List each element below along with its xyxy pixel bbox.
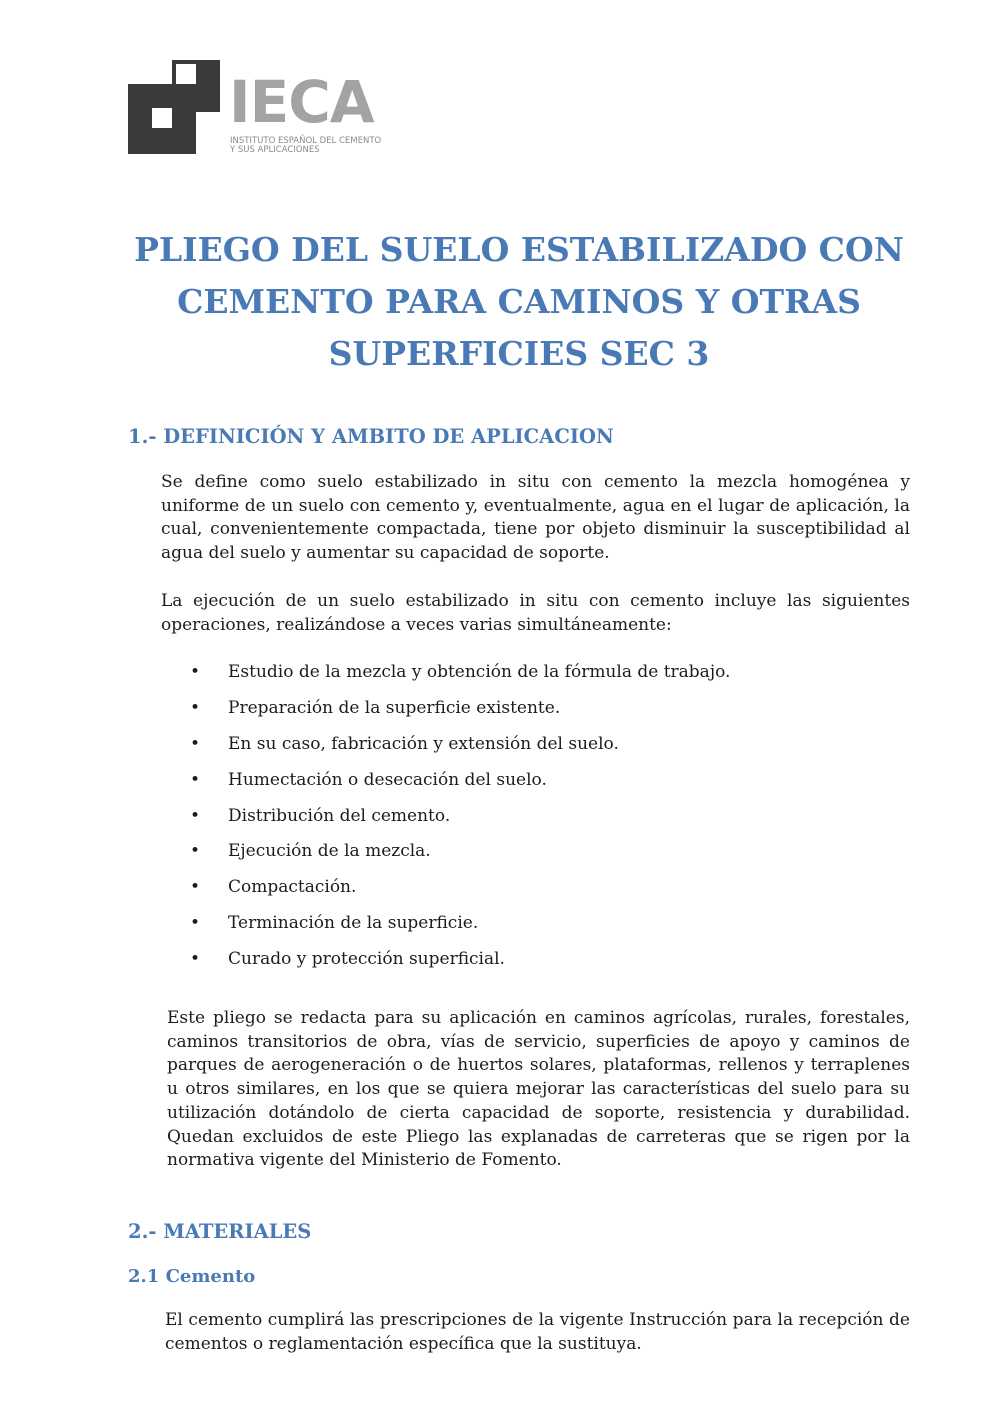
document-title (100, 224, 938, 380)
logo-wordmark: IECA (229, 68, 374, 136)
logo-subtitle-line2: Y SUS APLICACIONES (230, 144, 320, 155)
list-item-text: Ejecución de la mezcla. (228, 841, 431, 862)
list-item (190, 911, 730, 947)
section-2-heading: 2.- MATERIALES (128, 1220, 312, 1243)
section-1-paragraph-2: La ejecución de un suelo estabilizado in situ con cemento incluye las siguientes operaciones, realizándose a veces varias simultáneamente: (161, 591, 910, 635)
list-item-text: Compactación. (228, 877, 357, 898)
list-item (190, 839, 730, 875)
list-item-text: Terminación de la superficie. (228, 913, 479, 934)
bullet-icon: • (190, 949, 201, 970)
list-item (190, 732, 730, 768)
section-1-paragraph-1: Se define como suelo estabilizado in situ con cemento la mezcla homogénea y uniforme de un suelo con cemento y, eventualmente, agua en el lugar de aplicación, la cual, convenientemente compactada, tiene por objeto disminuir la susceptibilidad al agua del suelo y aumentar su capacidad de soporte. (161, 472, 910, 564)
list-item (190, 768, 730, 804)
bullet-icon: • (190, 913, 201, 934)
bullet-icon: • (190, 733, 201, 754)
section-2-1-heading: 2.1 Cemento (128, 1266, 256, 1287)
list-item-text: Estudio de la mezcla y obtención de la fórmula de trabajo. (228, 662, 731, 682)
list-item-text: Humectación o desecación del suelo. (228, 769, 547, 790)
ieca-logo (128, 60, 388, 155)
list-item (190, 875, 730, 911)
document-title-line1: PLIEGO DEL SUELO ESTABILIZADO CON (134, 230, 904, 269)
list-item-text: Distribución del cemento. (228, 805, 451, 826)
document-title-line3: SUPERFICIES SEC 3 (328, 334, 710, 373)
list-item-text: En su caso, fabricación y extensión del suelo. (228, 733, 619, 754)
list-item (190, 804, 730, 840)
list-item-text: Curado y protección superficial. (228, 949, 505, 970)
bullet-icon: • (190, 697, 201, 718)
section-2-1-paragraph: El cemento cumplirá las prescripciones de la vigente Instrucción para la recepción de cementos o reglamentación específica que la sustituya. (165, 1310, 910, 1354)
bullet-icon: • (190, 769, 201, 790)
operations-list (190, 660, 730, 983)
document-title-line2: CEMENTO PARA CAMINOS Y OTRAS (177, 282, 861, 321)
logo-subtitle-line1: INSTITUTO ESPAÑOL DEL CEMENTO (230, 136, 382, 146)
bullet-icon: • (190, 841, 201, 862)
section-1-heading: 1.- DEFINICIÓN Y AMBITO DE APLICACION (128, 425, 614, 448)
list-item (190, 660, 730, 696)
list-item (190, 947, 730, 983)
bullet-icon: • (190, 662, 201, 682)
ieca-logo-mark-icon (128, 60, 220, 154)
list-item (190, 696, 730, 732)
bullet-icon: • (190, 805, 201, 826)
bullet-icon: • (190, 877, 201, 898)
list-item-text: Preparación de la superficie existente. (228, 697, 561, 718)
section-1-paragraph-3: Este pliego se redacta para su aplicación en caminos agrícolas, rurales, forestales, caminos transitorios de obra, vías de servicio, superficies de apoyo y caminos de parques de aerogeneración o de huertos solares, plataformas, rellenos y terraplenes u otros similares, en los que se quiera mejorar las características del suelo para su utilización dotándolo de cierta capacidad de soporte, resistencia y durabilidad. Quedan excluidos de este Pliego las explanadas de carreteras que se rigen por la normativa vigente del Ministerio de Fomento. (167, 1008, 910, 1171)
logo-subtitle (230, 137, 381, 154)
